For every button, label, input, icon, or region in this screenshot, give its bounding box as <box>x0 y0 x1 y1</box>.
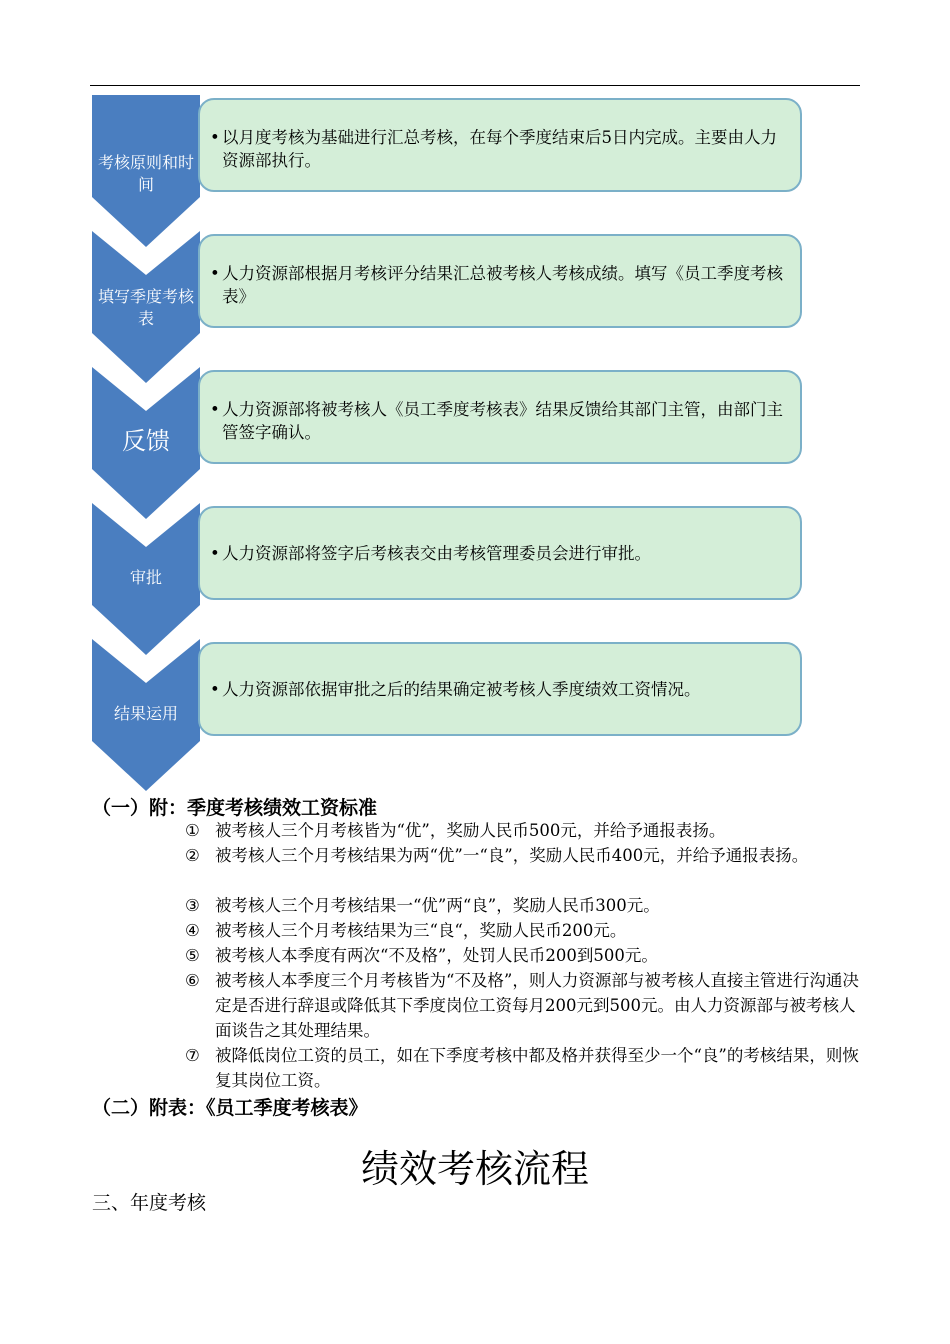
step-text: 人力资源部将被考核人《员工季度考核表》结果反馈给其部门主管，由部门主管签字确认。 <box>222 400 783 442</box>
section-heading: （一）附：季度考核绩效工资标准 <box>92 797 378 819</box>
bullet-icon: • <box>210 128 220 147</box>
step-box <box>198 642 802 736</box>
section-subtitle: 三、年度考核 <box>92 1192 207 1214</box>
step-text: 以月度考核为基础进行汇总考核，在每个季度结束后5日内完成。主要由人力资源部执行。 <box>222 128 777 170</box>
list-item: ⑤ 被考核人本季度有两次“不及格”，处罚人民币200到500元。 <box>185 946 658 965</box>
step-box <box>198 506 802 600</box>
page-title: 绩效考核流程 <box>360 1147 589 1191</box>
bullet-icon: • <box>210 544 220 563</box>
step-text: 人力资源部根据月考核评分结果汇总被考核人考核成绩。填写《员工季度考核表》 <box>222 264 783 306</box>
list-item: ① 被考核人三个月考核皆为“优”，奖励人民币500元，并给予通报表扬。 <box>185 821 726 840</box>
step-text: 人力资源部将签字后考核表交由考核管理委员会进行审批。 <box>222 544 651 563</box>
list-item: ② 被考核人三个月考核结果为两“优”一“良”，奖励人民币400元，并给予通报表扬。 <box>185 846 809 865</box>
bullet-icon: • <box>210 264 220 283</box>
list-item: ⑥ 被考核人本季度三个月考核皆为“不及格”，则人力资源部与被考核人直接主管进行沟通决定是否进行辞退或降低其下季度岗位工资每月200元到500元。由人力资源部与被考核人面谈告之其处理结果。 <box>185 971 859 1040</box>
list-item: ⑦ 被降低岗位工资的员工，如在下季度考核中都及格并获得至少一个“良”的考核结果，则恢复其岗位工资。 <box>185 1046 859 1090</box>
list-item: ③ 被考核人三个月考核结果一“优”两“良”，奖励人民币300元。 <box>185 896 660 915</box>
step-label: 审批 <box>129 568 162 587</box>
step-label: 填写季度考核表 <box>97 287 194 328</box>
step-label: 反馈 <box>122 427 170 455</box>
step-text: 人力资源部依据审批之后的结果确定被考核人季度绩效工资情况。 <box>222 680 701 699</box>
step-label: 结果运用 <box>113 704 178 723</box>
section-heading: （二）附表：《员工季度考核表》 <box>92 1097 368 1119</box>
step-box <box>198 234 802 328</box>
list-item: ④ 被考核人三个月考核结果为三“良“，奖励人民币200元。 <box>185 921 627 940</box>
bullet-icon: • <box>210 400 220 419</box>
step-label: 考核原则和时间 <box>97 153 194 194</box>
step-box <box>198 370 802 464</box>
step-box <box>198 98 802 192</box>
bullet-icon: • <box>210 680 220 699</box>
